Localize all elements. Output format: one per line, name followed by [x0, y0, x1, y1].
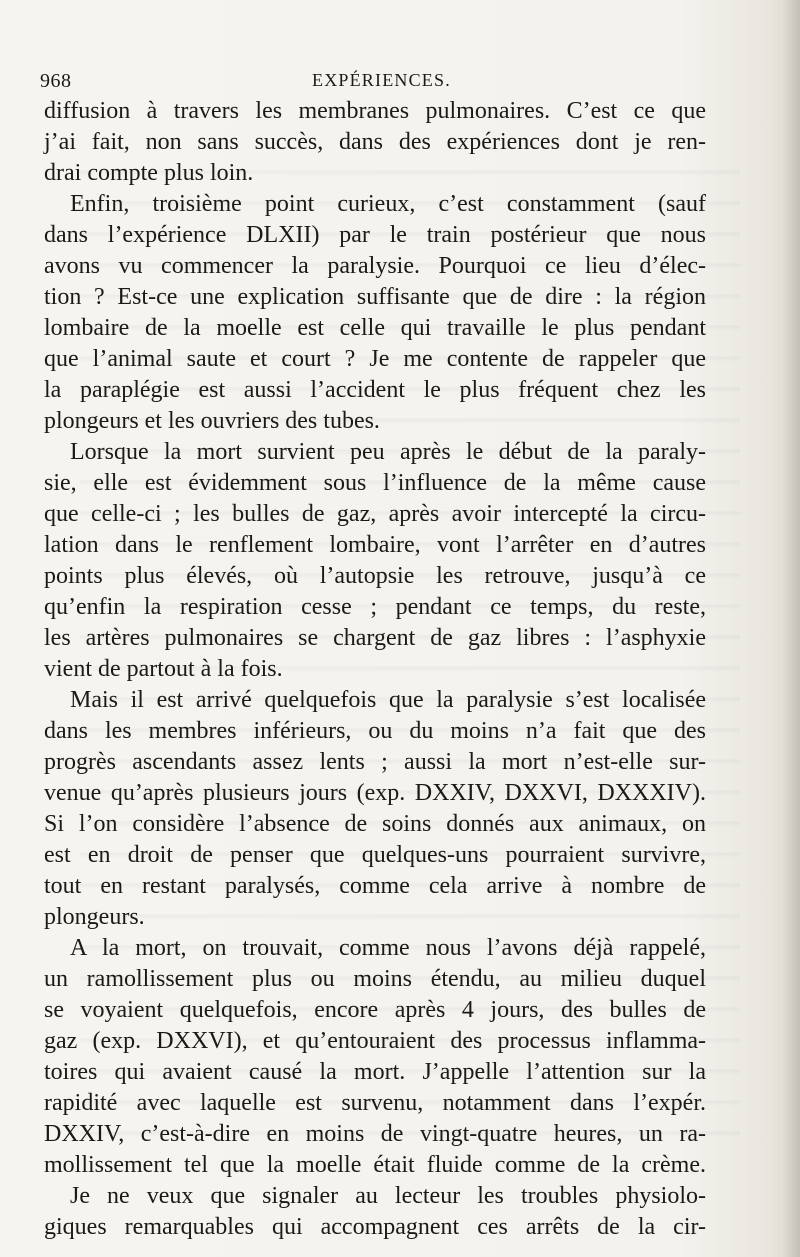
text-line: Enfin, troisième point curieux, c’est constamment (sauf [70, 191, 706, 217]
text-line: la paraplégie est aussi l’accident le plus fréquent chez les [44, 377, 706, 403]
text-line: diffusion à travers les membranes pulmonaires. C’est ce que [44, 98, 706, 124]
text-line: se voyaient quelquefois, encore après 4 jours, des bulles de [44, 997, 706, 1023]
text-line: Si l’on considère l’absence de soins donnés aux animaux, on [44, 811, 706, 837]
text-line: mollissement tel que la moelle était fluide comme de la crème. [44, 1152, 706, 1178]
text-line: qu’enfin la respiration cesse ; pendant ce temps, du reste, [44, 594, 706, 620]
text-line: plongeurs. [44, 904, 145, 930]
text-line: DXXIV, c’est-à-dire en moins de vingt-quatre heures, un ra- [44, 1121, 706, 1147]
text-line: que l’animal saute et court ? Je me contente de rappeler que [44, 346, 706, 372]
text-line: Lorsque la mort survient peu après le début de la paraly- [70, 439, 706, 465]
text-line: plongeurs et les ouvriers des tubes. [44, 408, 380, 434]
text-line: tion ? Est-ce une explication suffisante que de dire : la région [44, 284, 706, 310]
text-line: un ramollissement plus ou moins étendu, au milieu duquel [44, 966, 706, 992]
text-line: sie, elle est évidemment sous l’influence de la même cause [44, 470, 706, 496]
text-line: avons vu commencer la paralysie. Pourquoi ce lieu d’élec- [44, 253, 706, 279]
text-line: venue qu’après plusieurs jours (exp. DXXIV, DXXVI, DXXXIV). [44, 780, 706, 806]
text-line: Je ne veux que signaler au lecteur les troubles physiolo- [70, 1183, 706, 1209]
text-line: est en droit de penser que quelques-uns pourraient survivre, [44, 842, 706, 868]
text-line: j’ai fait, non sans succès, dans des expériences dont je ren- [44, 129, 706, 155]
text-line: Mais il est arrivé quelquefois que la paralysie s’est localisée [70, 687, 706, 713]
text-line: lombaire de la moelle est celle qui travaille le plus pendant [44, 315, 706, 341]
text-line: tout en restant paralysés, comme cela arrive à nombre de [44, 873, 706, 899]
running-title: EXPÉRIENCES. [312, 70, 451, 90]
text-line: rapidité avec laquelle est survenu, notamment dans l’expér. [44, 1090, 706, 1116]
text-line: points plus élevés, où l’autopsie les retrouve, jusqu’à ce [44, 563, 706, 589]
body-text [44, 96, 706, 1243]
text-line: drai compte plus loin. [44, 160, 254, 186]
running-head [40, 62, 708, 96]
text-line: vient de partout à la fois. [44, 656, 283, 682]
page-edge-shadow [782, 0, 800, 1257]
text-line: A la mort, on trouvait, comme nous l’avons déjà rappelé, [70, 935, 706, 961]
text-line: dans l’expérience DLXII) par le train postérieur que nous [44, 222, 706, 248]
text-line: dans les membres inférieurs, ou du moins n’a fait que des [44, 718, 706, 744]
text-line: gaz (exp. DXXVI), et qu’entouraient des processus inflamma- [44, 1028, 706, 1054]
text-line: toires qui avaient causé la mort. J’appelle l’attention sur la [44, 1059, 706, 1085]
page-number: 968 [40, 70, 72, 92]
text-line: lation dans le renflement lombaire, vont l’arrêter en d’autres [44, 532, 706, 558]
text-line: progrès ascendants assez lents ; aussi la mort n’est-elle sur- [44, 749, 706, 775]
text-line: les artères pulmonaires se chargent de gaz libres : l’asphyxie [44, 625, 706, 651]
text-line: que celle-ci ; les bulles de gaz, après avoir intercepté la circu- [44, 501, 706, 527]
text-line: giques remarquables qui accompagnent ces arrêts de la cir- [44, 1214, 706, 1240]
